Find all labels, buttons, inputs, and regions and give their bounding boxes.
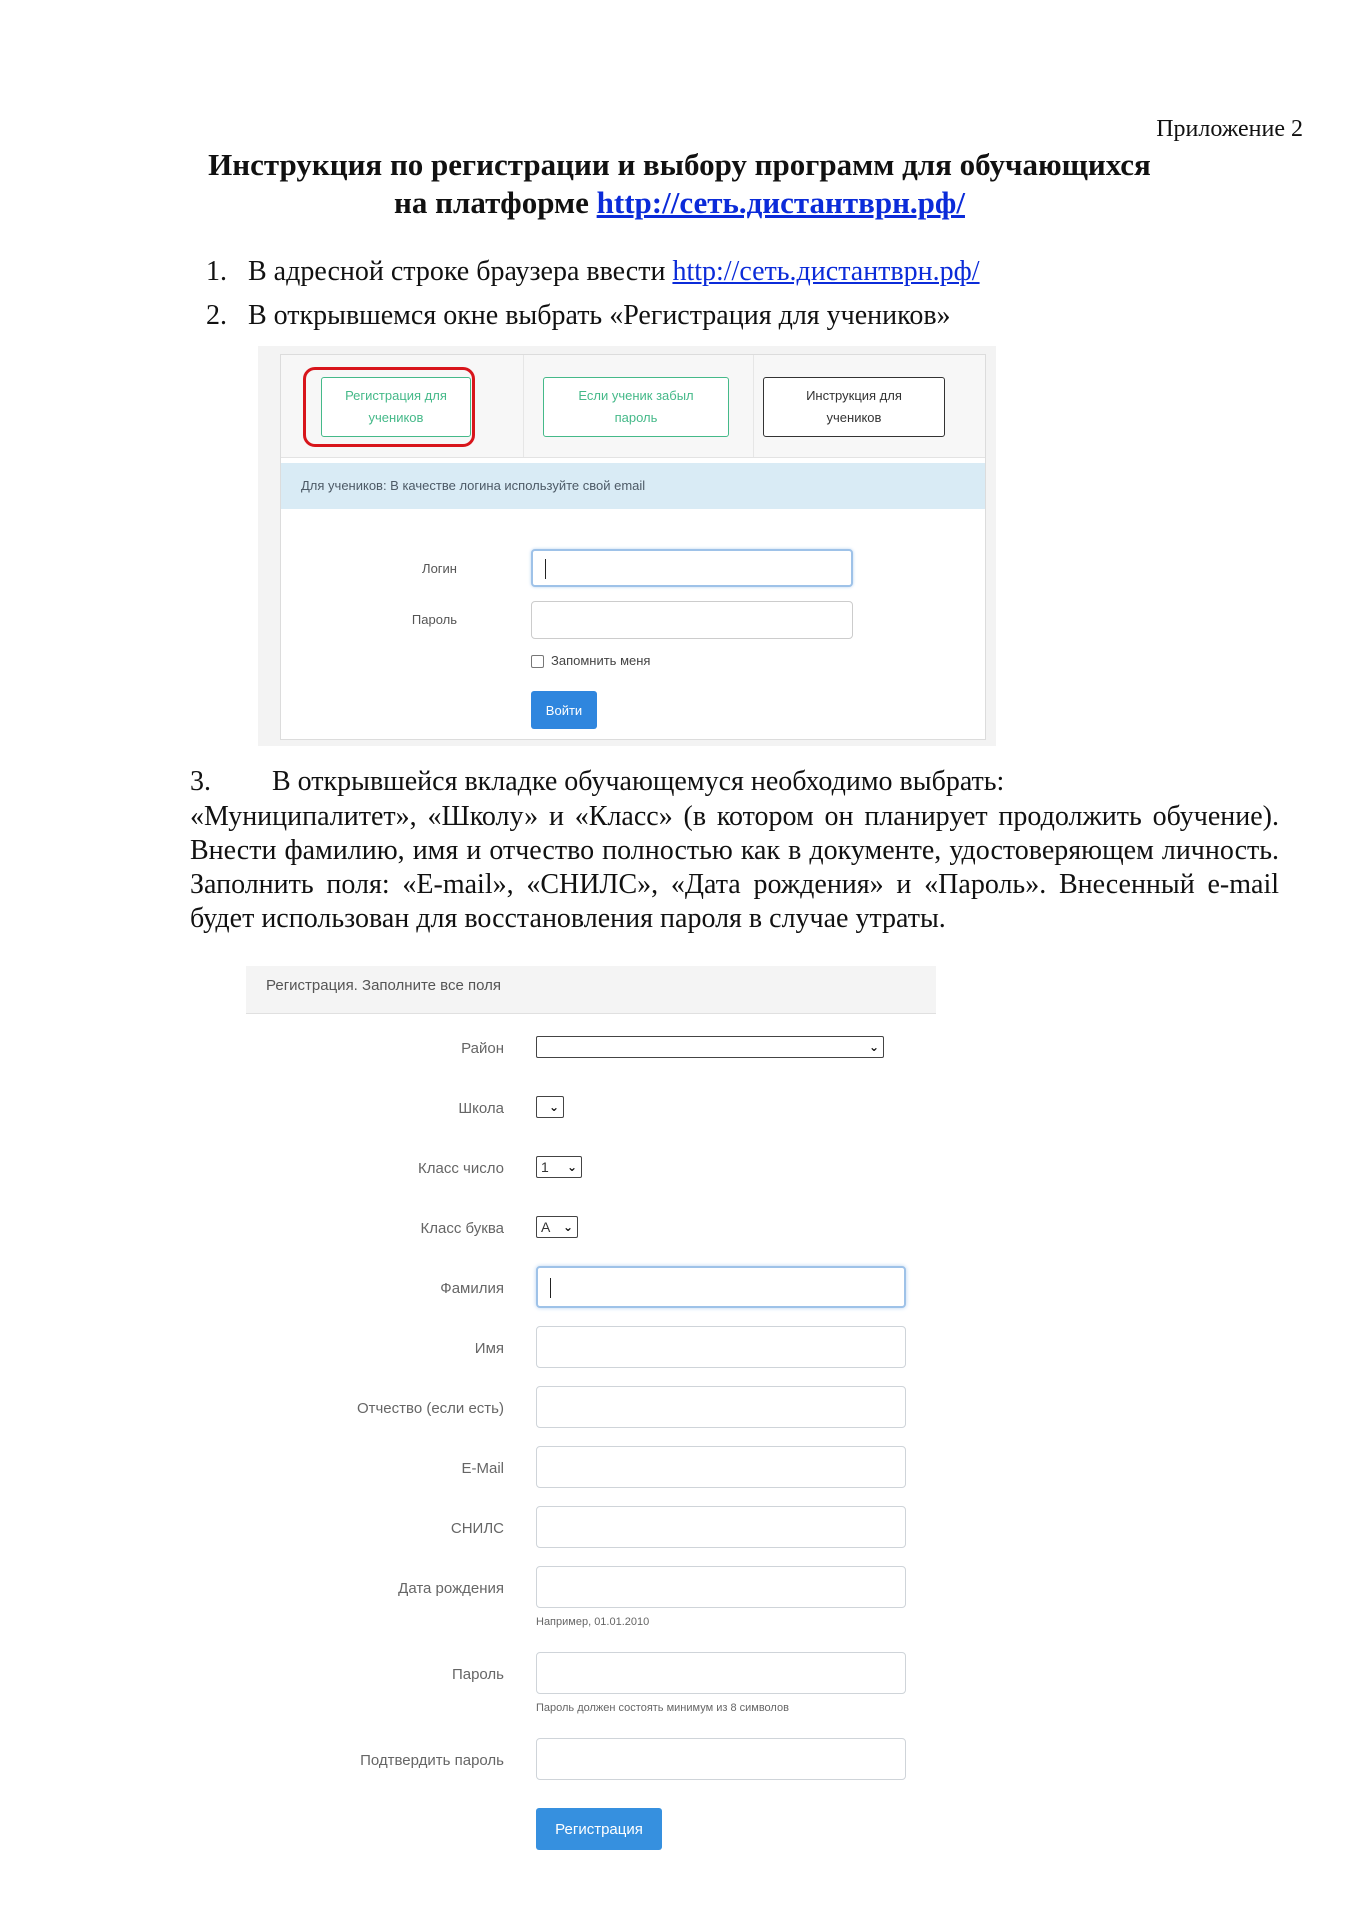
password-hint: Пароль должен состоять минимум из 8 символов	[536, 1702, 789, 1714]
step-1	[206, 256, 980, 288]
school-label: Школа	[458, 1100, 504, 1117]
email-input[interactable]	[536, 1446, 906, 1488]
chevron-down-icon: ⌄	[562, 1220, 573, 1234]
tab-label: учеников	[826, 410, 882, 425]
name-input[interactable]	[536, 1326, 906, 1368]
birthdate-input[interactable]	[536, 1566, 906, 1608]
class-number-select[interactable]	[536, 1156, 582, 1178]
remember-label: Запомнить меня	[551, 653, 651, 668]
snils-label: СНИЛС	[450, 1520, 504, 1537]
birthdate-label: Дата рождения	[398, 1580, 504, 1597]
login-panel	[280, 354, 986, 740]
patronymic-label: Отчество (если есть)	[356, 1400, 504, 1417]
confirm-password-input[interactable]	[536, 1738, 906, 1780]
title-prefix: на платформе	[394, 185, 597, 220]
login-input[interactable]	[531, 549, 853, 587]
title-line-2	[0, 184, 1359, 222]
step-link[interactable]: http://сеть.дистантврн.рф/	[672, 256, 980, 287]
step-text: В открывшемся окне выбрать «Регистрация для учеников»	[248, 300, 951, 331]
school-select[interactable]	[536, 1096, 564, 1118]
registration-screenshot	[246, 966, 936, 1856]
confirm-password-label: Подтвердить пароль	[360, 1752, 504, 1769]
tab-instructions[interactable]	[763, 377, 945, 437]
tab-label: пароль	[614, 410, 658, 425]
password-label: Пароль	[411, 612, 457, 627]
tab-label: Регистрация для	[345, 388, 447, 403]
login-label: Логин	[422, 561, 457, 576]
name-label: Имя	[474, 1340, 504, 1357]
step-2	[206, 300, 951, 332]
page-title	[0, 146, 1359, 222]
step-number: 1.	[206, 256, 227, 287]
title-line-1: Инструкция по регистрации и выбору программ для обучающихся	[208, 147, 1151, 182]
password-label: Пароль	[451, 1666, 504, 1683]
email-label: E-Mail	[461, 1460, 504, 1477]
step-3-lead	[190, 766, 1004, 798]
title-link[interactable]: http://сеть.дистантврн.рф/	[596, 185, 965, 220]
class-letter-label: Класс буква	[420, 1220, 504, 1237]
tab-bar	[281, 355, 985, 458]
step-number: 2.	[206, 300, 227, 331]
surname-input[interactable]	[536, 1266, 906, 1308]
surname-label: Фамилия	[440, 1280, 504, 1297]
login-button[interactable]: Войти	[531, 691, 597, 729]
patronymic-input[interactable]	[536, 1386, 906, 1428]
tab-register-students[interactable]	[321, 377, 471, 437]
form-header: Регистрация. Заполните все поля	[246, 966, 936, 1014]
select-value: 1	[541, 1159, 549, 1175]
snils-input[interactable]	[536, 1506, 906, 1548]
select-value: А	[541, 1219, 551, 1235]
class-letter-select[interactable]	[536, 1216, 578, 1238]
tab-forgot-password[interactable]	[543, 377, 729, 437]
appendix-label: Приложение 2	[1156, 116, 1303, 142]
login-screenshot	[258, 346, 996, 746]
tab-label: Если ученик забыл	[578, 388, 694, 403]
info-alert: Для учеников: В качестве логина используйте свой email	[281, 463, 985, 509]
chevron-down-icon: ⌄	[548, 1100, 559, 1114]
step-text: В адресной строке браузера ввести	[248, 256, 673, 287]
step-text: В открывшейся вкладке обучающемуся необходимо выбрать:	[272, 766, 1005, 797]
district-select[interactable]	[536, 1036, 884, 1058]
password-input[interactable]	[531, 601, 853, 639]
text-cursor	[545, 559, 546, 579]
text-cursor	[550, 1278, 551, 1298]
birthdate-hint: Например, 01.01.2010	[536, 1616, 650, 1628]
district-label: Район	[461, 1040, 504, 1057]
chevron-down-icon: ⌄	[868, 1040, 879, 1054]
tab-label: Инструкция для	[806, 388, 902, 403]
tab-label: учеников	[368, 410, 424, 425]
step-3-body: «Муниципалитет», «Школу» и «Класс» (в котором он планирует продолжить обучение). Внести фамилию, имя и отчество полностью как в документе, удостоверяющем личность. Заполнить поля: «E-mail», «СНИЛС», «Дата рождения» и «Пароль». Внесенный e-mail будет использован для восстановления пароля в случае утраты.	[190, 801, 1279, 934]
step-number: 3.	[190, 766, 211, 797]
class-number-label: Класс число	[418, 1160, 504, 1177]
chevron-down-icon: ⌄	[566, 1160, 577, 1174]
register-button[interactable]: Регистрация	[536, 1808, 662, 1850]
password-input[interactable]	[536, 1652, 906, 1694]
remember-checkbox[interactable]	[531, 655, 544, 668]
